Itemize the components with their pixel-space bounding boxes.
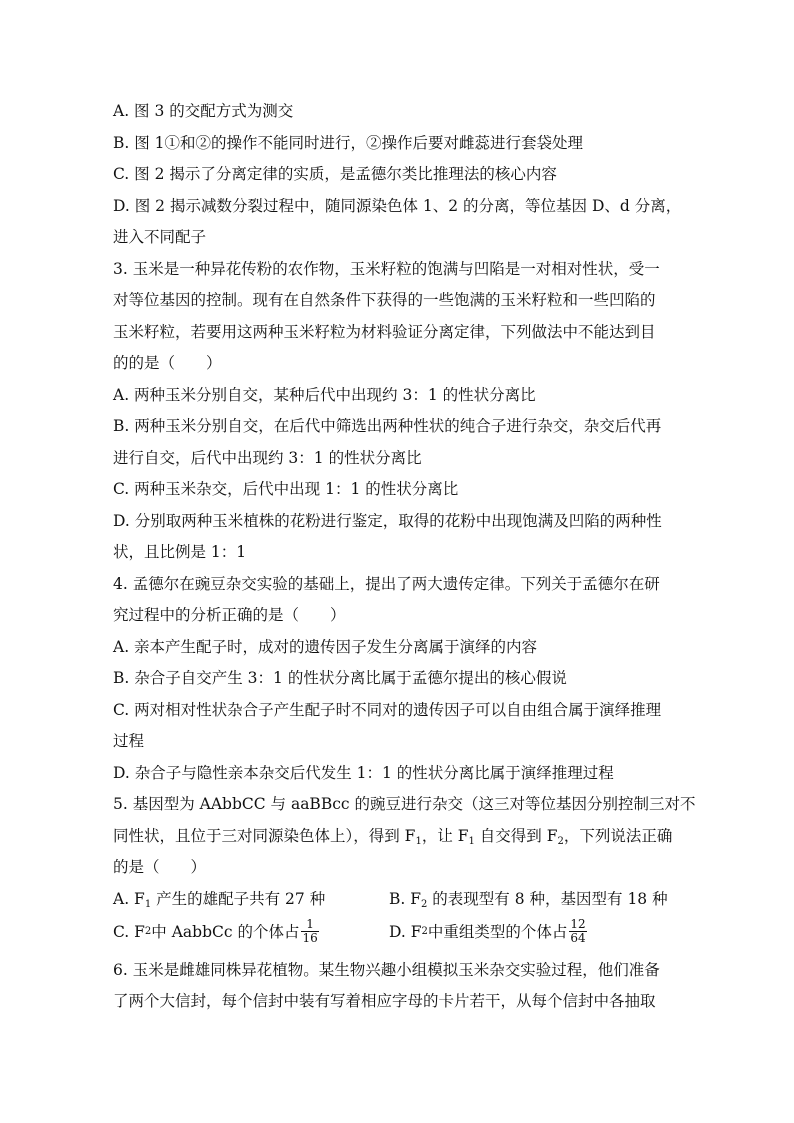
opt5a-sub: 1 <box>144 899 152 910</box>
option-3b-line2: 进行自交，后代中出现约 3：1 的性状分离比 <box>113 449 422 467</box>
question-6-line2: 了两个大信封，每个信封中装有写着相应字母的卡片若干，从每个信封中各抽取 <box>113 992 656 1010</box>
q5-text-b: ，让 F <box>421 827 469 845</box>
option-4b: B. 杂合子自交产生 3：1 的性状分离比属于孟德尔提出的核心假说 <box>113 669 567 687</box>
option-3c: C. 两种玉米杂交，后代中出现 1：1 的性状分离比 <box>113 480 459 498</box>
q5-sub-2: 2 <box>557 836 564 847</box>
option-4a: A. 亲本产生配子时，成对的遗传因子发生分离属于演绎的内容 <box>113 638 538 656</box>
opt5b-pre: B. F <box>389 890 421 908</box>
opt5c-post: 中 AabbCc 的个体占 <box>151 922 300 941</box>
q5-text-a: 同性状，且位于三对同源染色体上），得到 F <box>113 827 416 845</box>
fraction-denominator: 64 <box>570 931 586 945</box>
question-5-line1: 5. 基因型为 AAbbCC 与 aaBBcc 的豌豆进行杂交（这三对等位基因分别控制三对不 <box>113 795 696 813</box>
q5-text-d: ，下列说法正确 <box>563 827 673 845</box>
option-3d-line1: D. 分别取两种玉米植株的花粉进行鉴定，取得的花粉中出现饱满及凹陷的两种性 <box>113 512 662 530</box>
opt5d-pre: D. F <box>389 922 422 941</box>
q5-sub-1b: 1 <box>468 836 475 847</box>
option-3b-line1: B. 两种玉米分别自交，在后代中筛选出两种性状的纯合子进行杂交，杂交后代再 <box>113 417 662 435</box>
question-3-line2: 对等位基因的控制。现有在自然条件下获得的一些饱满的玉米籽粒和一些凹陷的 <box>113 291 656 309</box>
option-4c-line2: 过程 <box>113 732 145 750</box>
opt5d-post: 中重组类型的个体占 <box>427 922 568 941</box>
fraction-numerator: 1 <box>301 918 318 932</box>
q5-text-c: 自交得到 F <box>474 827 558 845</box>
q5-sub-1a: 1 <box>415 836 422 847</box>
question-3-line3: 玉米籽粒，若要用这两种玉米籽粒为材料验证分离定律，下列做法中不能达到目 <box>113 323 656 341</box>
option-5c: C. F 2 中 AabbCc 的个体占 $\frac{1}{16}$ <box>113 917 318 945</box>
opt5a-post: 产生的雄配子共有 27 种 <box>151 890 326 908</box>
fraction-12-64 <box>569 918 586 945</box>
option-2c: C. 图 2 揭示了分离定律的实质，是孟德尔类比推理法的核心内容 <box>113 165 557 183</box>
opt5b-post: 的表现型有 8 种，基因型有 18 种 <box>427 890 668 908</box>
question-6-line1: 6. 玉米是雌雄同株异花植物。某生物兴趣小组模拟玉米杂交实验过程，他们准备 <box>113 961 660 979</box>
question-5-line3: 的是（ ） <box>113 858 207 876</box>
question-4-line2: 究过程中的分析正确的是（ ） <box>113 606 346 624</box>
option-3d-line2: 状，且比例是 1：1 <box>113 543 247 561</box>
opt5a-pre: A. F <box>113 890 145 908</box>
option-5a <box>113 889 325 909</box>
option-4d: D. 杂合子与隐性亲本杂交后代发生 1：1 的性状分离比属于演绎推理过程 <box>113 764 614 782</box>
question-5-line2 <box>113 826 693 846</box>
question-3-line1: 3. 玉米是一种异花传粉的农作物，玉米籽粒的饱满与凹陷是一对相对性状，受一 <box>113 260 660 278</box>
opt5c-pre: C. F <box>113 922 145 941</box>
option-3a: A. 两种玉米分别自交，某种后代中出现约 3：1 的性状分离比 <box>113 386 536 404</box>
option-2b: B. 图 1①和②的操作不能同时进行，②操作后要对雌蕊进行套袋处理 <box>113 134 584 152</box>
option-2d-line1: D. 图 2 揭示减数分裂过程中，随同源染色体 1、2 的分离，等位基因 D、d 分离， <box>113 197 682 215</box>
fraction-1-16 <box>301 918 318 945</box>
fraction-numerator: 12 <box>570 917 586 931</box>
option-5d: D. F 2 中重组类型的个体占 $\frac{12}{64}$ <box>389 917 586 945</box>
question-3-line4: 的的是（ ） <box>113 354 222 372</box>
option-5b <box>389 889 668 909</box>
opt5b-sub: 2 <box>421 899 428 910</box>
option-2a: A. 图 3 的交配方式为测交 <box>113 102 294 120</box>
fraction-denominator: 16 <box>302 931 318 945</box>
question-4-line1: 4. 孟德尔在豌豆杂交实验的基础上，提出了两大遗传定律。下列关于孟德尔在研 <box>113 575 660 593</box>
option-4c-line1: C. 两对相对性状杂合子产生配子时不同对的遗传因子可以自由组合属于演绎推理 <box>113 701 662 719</box>
option-2d-line2: 进入不同配子 <box>113 228 207 246</box>
